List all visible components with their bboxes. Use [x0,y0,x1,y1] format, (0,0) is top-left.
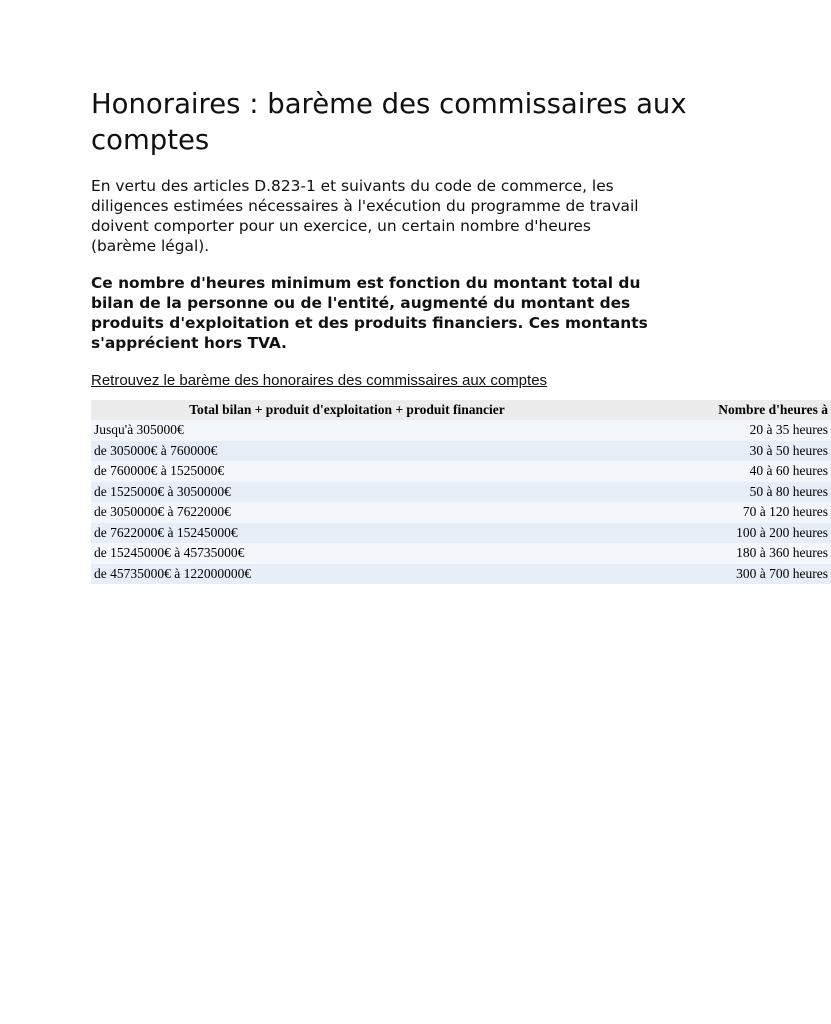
cell-tranche: Jusqu'à 305000€ [94,422,184,438]
intro-paragraph: En vertu des articles D.823-1 et suivants du code de commerce, les diligences estimées nécessaires à l'exécution du programme de travail doivent comporter pour un exercice, un certain nombre d'heures (barème légal). [91,177,639,255]
table-header-row [91,400,831,420]
table-row [91,461,831,482]
cell-tranche: de 305000€ à 760000€ [94,442,218,458]
table-row [91,523,831,544]
cell-tranche: de 760000€ à 1525000€ [94,463,225,479]
table-row [91,564,831,585]
header-nombre-heures: Nombre d'heures à [718,402,828,417]
cell-heures: 40 à 60 heures [749,463,828,479]
bareme-link[interactable]: Retrouvez le barème des honoraires des commissaires aux comptes [91,372,548,389]
cell-heures: 30 à 50 heures [749,442,828,458]
cell-heures: 100 à 200 heures [736,524,828,540]
cell-heures: 300 à 700 heures [736,565,828,581]
table-row [91,441,831,462]
cell-heures: 20 à 35 heures [749,422,828,438]
cell-tranche: de 45735000€ à 122000000€ [94,565,252,581]
cell-tranche: de 7622000€ à 15245000€ [94,524,238,540]
bareme-table-container [91,400,828,584]
header-total-bilan: Total bilan + produit d'exploitation + produit financier [189,402,505,417]
cell-tranche: de 1525000€ à 3050000€ [94,483,231,499]
bareme-table [91,400,831,584]
cell-tranche: de 3050000€ à 7622000€ [94,504,231,520]
cell-tranche: de 15245000€ à 45735000€ [94,545,245,561]
cell-heures: 50 à 80 heures [749,483,828,499]
table-row [91,482,831,503]
document-content [91,86,768,391]
table-row [91,543,831,564]
table-row [91,502,831,523]
page-title: Honoraires : barème des commissaires aux comptes [91,88,687,156]
cell-heures: 180 à 360 heures [736,545,828,561]
cell-heures: 70 à 120 heures [742,504,828,520]
bold-paragraph: Ce nombre d'heures minimum est fonction du montant total du bilan de la personne ou de l'entité, augmenté du montant des produits d'exploitation et des produits financiers. Ces montants s'apprécient hors TVA. [91,274,648,352]
table-row [91,420,831,441]
